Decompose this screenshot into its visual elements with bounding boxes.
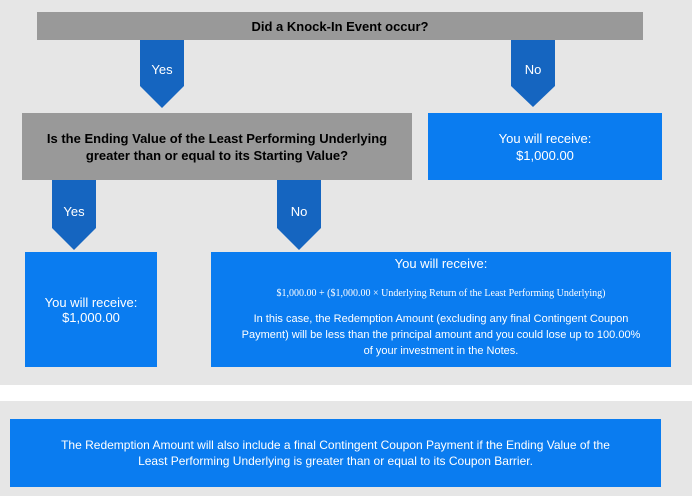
question-knock-in-box bbox=[37, 12, 643, 40]
outcome-no-knock-in-amount: $1,000.00 bbox=[516, 147, 574, 163]
question-ending-value-line2: greater than or equal to its Starting Value? bbox=[85, 147, 349, 163]
question-ending-value-box bbox=[22, 113, 412, 180]
outcome-at-or-above-start-amount: $1,000.00 bbox=[62, 309, 120, 325]
outcome-below-start-explanation-line1: In this case, the Redemption Amount (excluding any final Contingent Coupon bbox=[253, 313, 629, 325]
coupon-note-line2: Least Performing Underlying is greater than or equal to its Coupon Barrier. bbox=[138, 454, 533, 468]
no-label-1: No bbox=[524, 62, 542, 77]
outcome-below-start-formula: $1,000.00 + ($1,000.00 × Underlying Return of the Least Performing Underlying) bbox=[276, 288, 606, 299]
question-ending-value-line1: Is the Ending Value of the Least Performing Underlying bbox=[46, 130, 388, 146]
yes-label-2: Yes bbox=[63, 204, 85, 219]
outcome-at-or-above-start-box bbox=[25, 252, 157, 367]
outcome-no-knock-in-label: You will receive: bbox=[498, 130, 592, 146]
outcome-below-start-explanation bbox=[242, 311, 641, 359]
coupon-note-line1: The Redemption Amount will also include a final Contingent Coupon Payment if the Ending Value of the bbox=[61, 438, 610, 452]
outcome-below-start-label: You will receive: bbox=[394, 256, 488, 271]
yes-label-1: Yes bbox=[151, 62, 173, 77]
no-label-2: No bbox=[290, 204, 308, 219]
outcome-at-or-above-start-label: You will receive: bbox=[44, 294, 138, 310]
outcome-below-start-explanation-line3: of your investment in the Notes. bbox=[363, 345, 519, 357]
outcome-below-start-box bbox=[211, 252, 671, 367]
outcome-no-knock-in-box bbox=[428, 113, 662, 180]
question-knock-in-text: Did a Knock-In Event occur? bbox=[251, 18, 429, 34]
coupon-note-box bbox=[10, 419, 661, 487]
outcome-below-start-explanation-line2: Payment) will be less than the principal amount and you could lose up to 100.00% bbox=[241, 329, 641, 341]
